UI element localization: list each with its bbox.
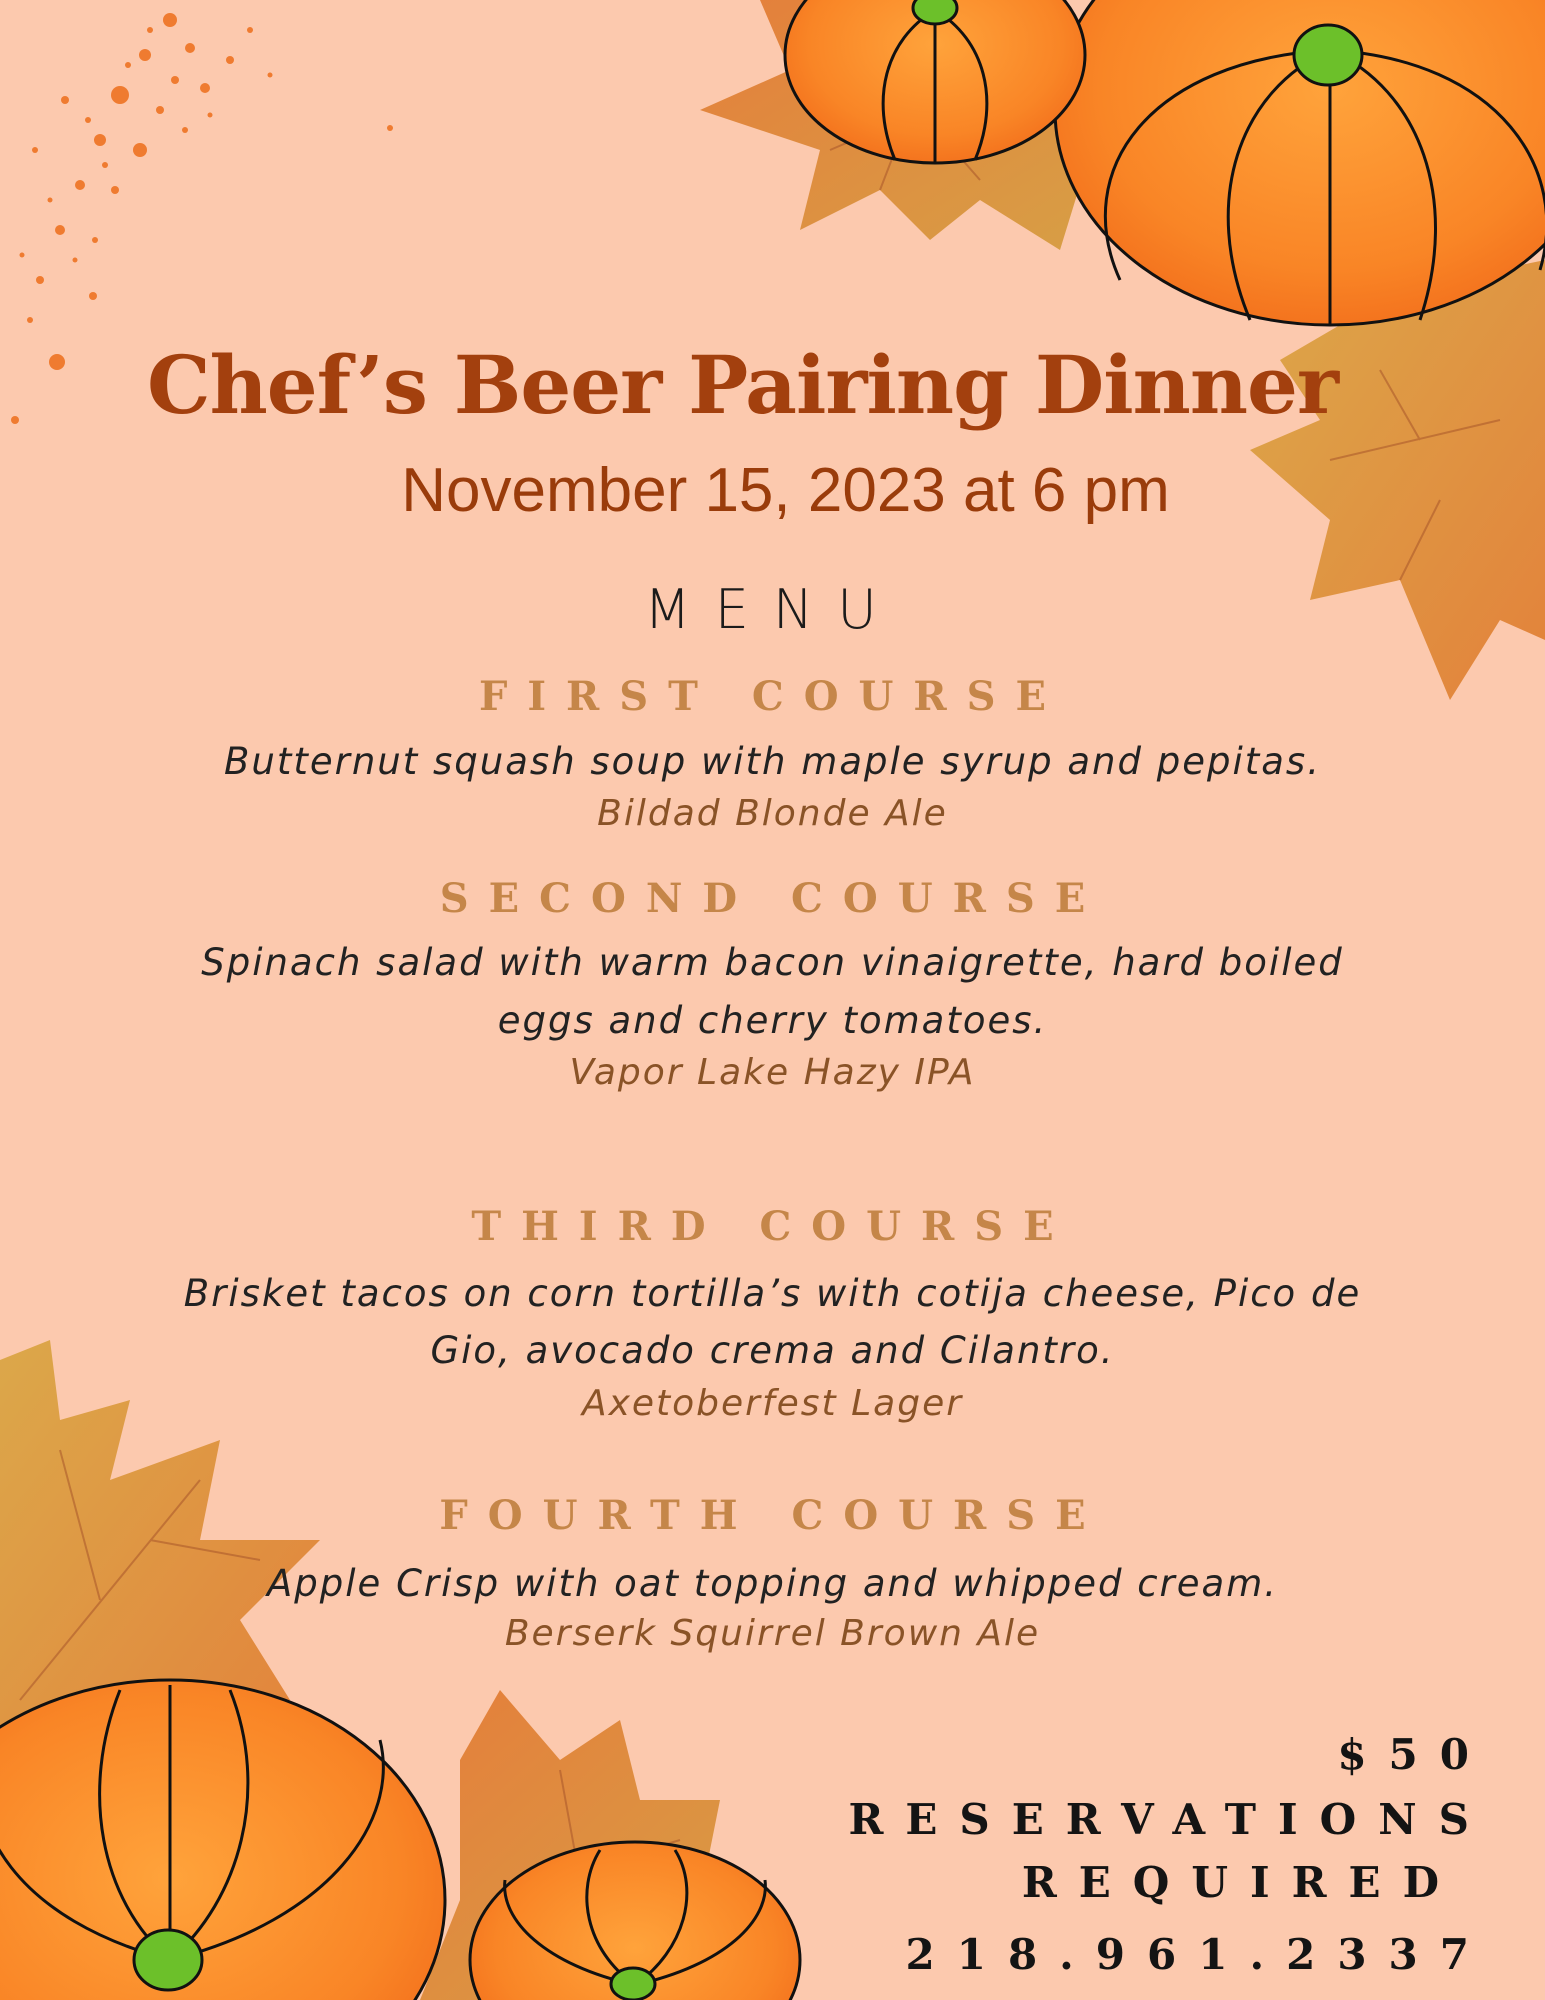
reservations-label: RESERVATIONS [848, 1795, 1491, 1844]
course-heading: THIRD COURSE [471, 1203, 1074, 1250]
beer-pairing: Berserk Squirrel Brown Ale [504, 1613, 1041, 1654]
beer-pairing: Bildad Blonde Ale [597, 793, 948, 834]
beer-pairing: Axetoberfest Lager [581, 1383, 964, 1424]
course-dish-line: Brisket tacos on corn tortilla’s with cotija cheese, Pico de [183, 1272, 1362, 1315]
course-dish-line: eggs and cherry tomatoes. [497, 999, 1048, 1042]
price: $50 [1337, 1730, 1491, 1779]
course-heading: SECOND COURSE [439, 875, 1106, 922]
required-label: REQUIRED [1021, 1858, 1461, 1907]
beer-pairing: Vapor Lake Hazy IPA [569, 1052, 976, 1093]
course-dish: Apple Crisp with oat topping and whipped cream. [266, 1562, 1278, 1605]
course-heading: FIRST COURSE [478, 673, 1067, 720]
course-dish: Butternut squash soup with maple syrup and pepitas. [224, 740, 1321, 783]
course-heading: FOURTH COURSE [439, 1492, 1106, 1539]
menu-heading: MENU [644, 578, 901, 641]
course-dish-line: Gio, avocado crema and Cilantro. [430, 1329, 1115, 1372]
event-title: Chef’s Beer Pairing Dinner [146, 338, 1339, 432]
event-date: November 15, 2023 at 6 pm [401, 456, 1170, 525]
course-dish-line: Spinach salad with warm bacon vinaigrette, hard boiled [201, 941, 1344, 984]
phone-number: 218.961.2337 [905, 1930, 1491, 1979]
